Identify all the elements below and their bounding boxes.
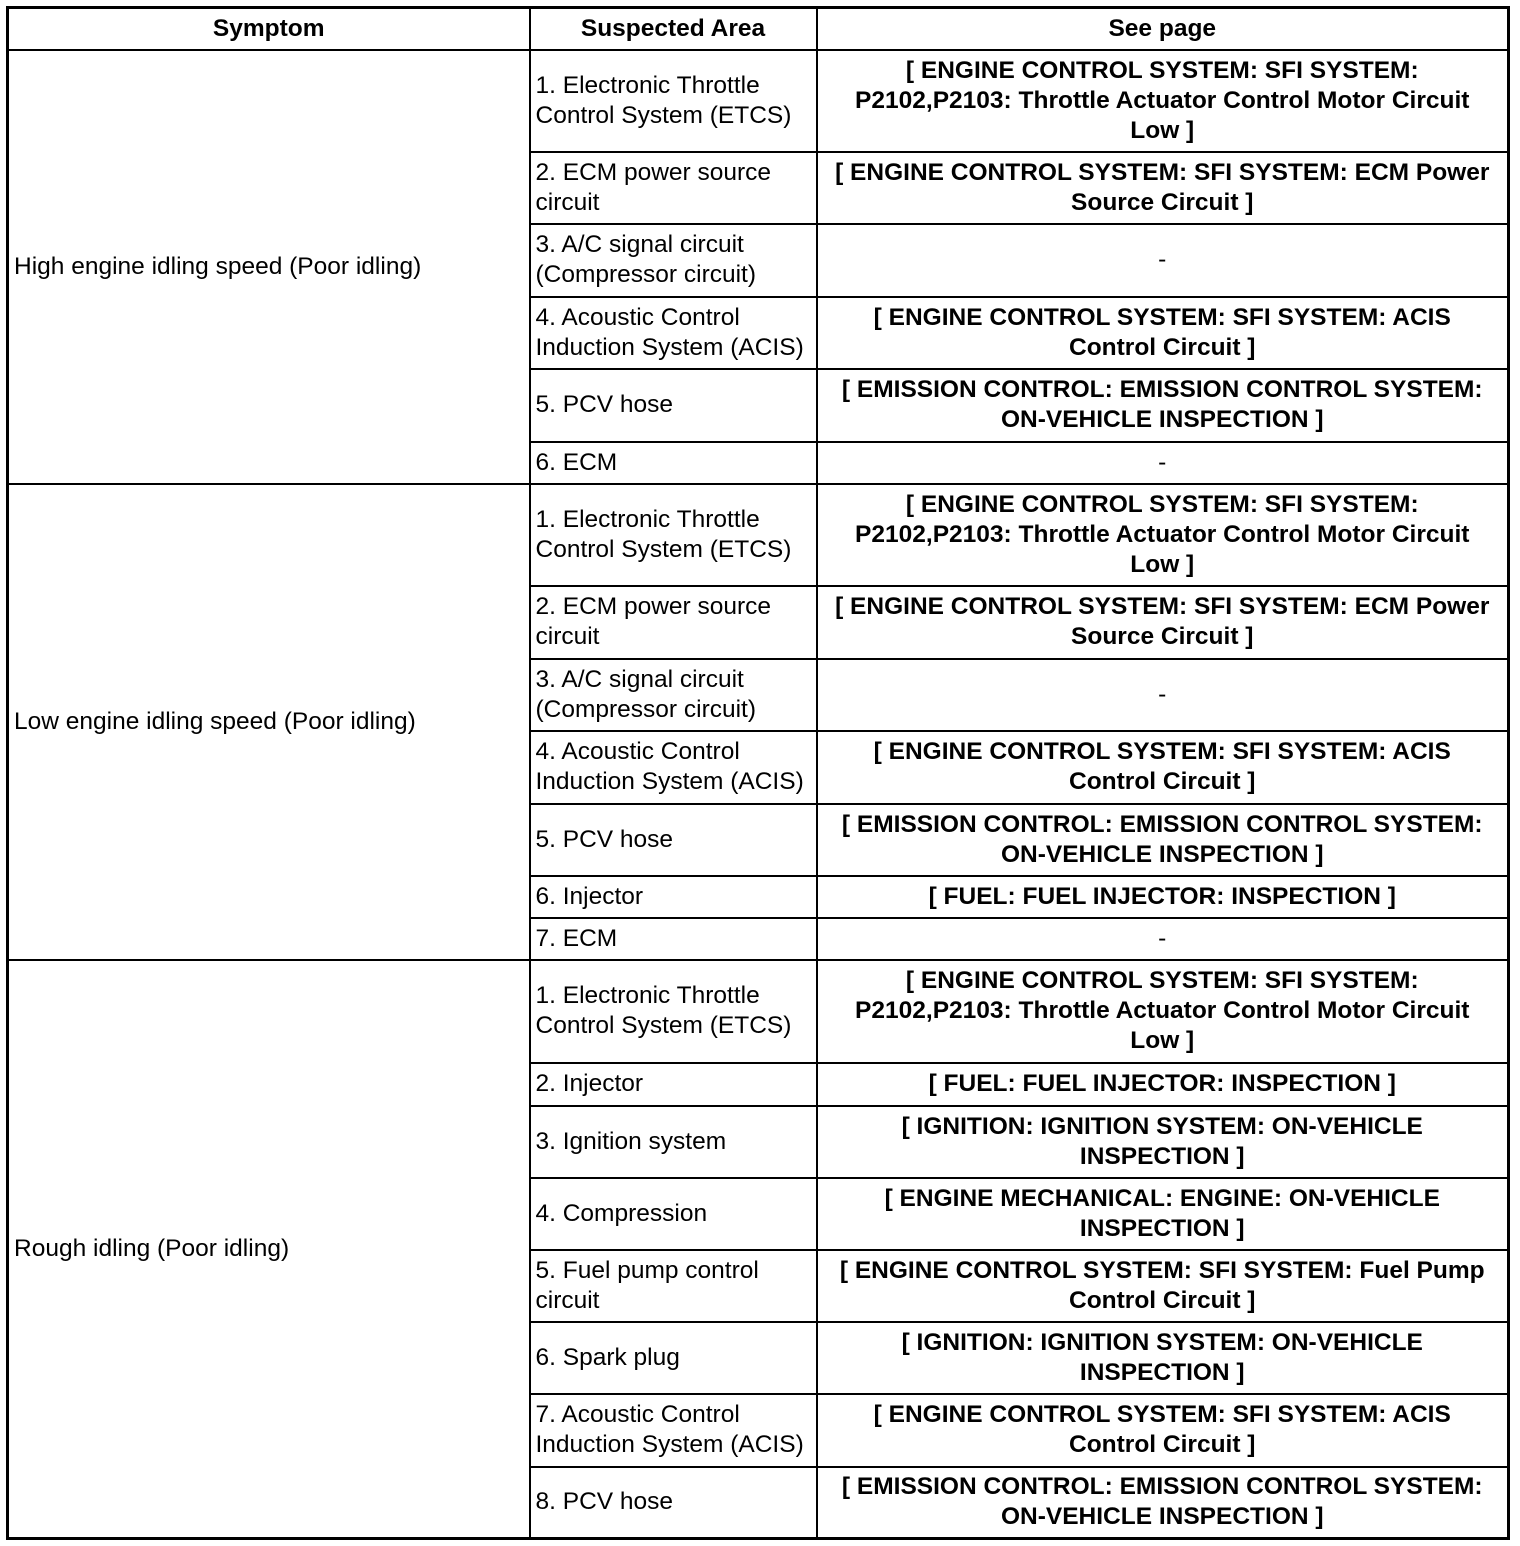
header-symptom: Symptom (8, 8, 530, 50)
symptom-text: Low engine idling speed (Poor idling) (14, 707, 416, 735)
suspected-area-cell (530, 224, 817, 297)
suspected-area-cell (530, 1322, 817, 1394)
suspected-area-cell (530, 1178, 817, 1250)
suspected-area-cell (530, 369, 817, 442)
suspected-area-cell (530, 1063, 817, 1106)
suspected-area-text: 3. A/C signal circuit (Compressor circuit) (535, 231, 757, 288)
suspected-area-cell (530, 1250, 817, 1322)
see-page-link[interactable]: [ EMISSION CONTROL: EMISSION CONTROL SYSTEM: ON-VEHICLE INSPECTION ] (841, 376, 1483, 433)
suspected-area-text: 6. Injector (535, 882, 644, 910)
suspected-area-cell (530, 918, 817, 960)
see-page-cell (817, 1250, 1509, 1322)
symptom-cell (8, 484, 530, 960)
symptom-text: High engine idling speed (Poor idling) (14, 252, 422, 280)
see-page-link[interactable]: [ FUEL: FUEL INJECTOR: INSPECTION ] (928, 1070, 1396, 1097)
suspected-area-text: 2. ECM power source circuit (535, 593, 772, 650)
see-page-link[interactable]: [ ENGINE CONTROL SYSTEM: SFI SYSTEM: ECM Power Source Circuit ] (835, 158, 1490, 216)
symptom-table (6, 6, 1510, 1540)
suspected-area-cell (530, 876, 817, 918)
header-row (8, 8, 1509, 50)
see-page-none: - (1158, 924, 1167, 952)
header-see-page: See page (817, 8, 1509, 50)
suspected-area-cell (530, 484, 817, 586)
see-page-cell (817, 50, 1509, 152)
suspected-area-cell (530, 1106, 817, 1178)
see-page-cell (817, 1106, 1509, 1178)
suspected-area-text: 8. PCV hose (535, 1488, 674, 1516)
see-page-cell (817, 297, 1509, 369)
see-page-cell (817, 960, 1509, 1063)
see-page-link[interactable]: [ ENGINE CONTROL SYSTEM: SFI SYSTEM: P2102,P2103: Throttle Actuator Control Motor Circuit Low ] (855, 490, 1470, 578)
see-page-cell (817, 586, 1509, 659)
suspected-area-text: 4. Compression (535, 1199, 708, 1227)
suspected-area-cell (530, 659, 817, 731)
see-page-link[interactable]: [ ENGINE CONTROL SYSTEM: SFI SYSTEM: Fuel Pump Control Circuit ] (839, 1256, 1485, 1314)
see-page-cell (817, 1467, 1509, 1539)
see-page-link[interactable]: [ ENGINE CONTROL SYSTEM: SFI SYSTEM: ECM Power Source Circuit ] (835, 593, 1490, 650)
suspected-area-text: 1. Electronic Throttle Control System (ETCS) (535, 71, 792, 129)
suspected-area-text: 6. ECM (535, 448, 618, 476)
see-page-link[interactable]: [ EMISSION CONTROL: EMISSION CONTROL SYSTEM: ON-VEHICLE INSPECTION ] (841, 1473, 1483, 1531)
suspected-area-cell (530, 152, 817, 224)
suspected-area-text: 7. ECM (535, 924, 618, 952)
suspected-area-text: 4. Acoustic Control Induction System (ACIS) (535, 303, 804, 361)
see-page-link[interactable]: [ ENGINE CONTROL SYSTEM: SFI SYSTEM: P2102,P2103: Throttle Actuator Control Motor Circuit Low ] (855, 56, 1470, 144)
see-page-cell (817, 484, 1509, 586)
table-row (8, 960, 1509, 1063)
suspected-area-text: 3. A/C signal circuit (Compressor circuit) (535, 665, 757, 723)
see-page-cell (817, 1394, 1509, 1467)
see-page-none: - (1158, 680, 1167, 708)
see-page-link[interactable]: [ ENGINE CONTROL SYSTEM: SFI SYSTEM: ACIS Control Circuit ] (873, 1401, 1451, 1458)
suspected-area-cell (530, 1467, 817, 1539)
symptom-cell (8, 960, 530, 1539)
suspected-area-cell (530, 50, 817, 152)
suspected-area-cell (530, 960, 817, 1063)
suspected-area-cell (530, 586, 817, 659)
suspected-area-text: 1. Electronic Throttle Control System (ETCS) (535, 982, 792, 1039)
symptom-cell (8, 50, 530, 484)
see-page-cell (817, 442, 1509, 484)
suspected-area-text: 5. Fuel pump control circuit (535, 1256, 759, 1314)
suspected-area-text: 3. Ignition system (535, 1127, 727, 1155)
see-page-cell (817, 1178, 1509, 1250)
suspected-area-text: 4. Acoustic Control Induction System (ACIS) (535, 738, 804, 795)
suspected-area-text: 2. Injector (535, 1070, 644, 1097)
table-row (8, 50, 1509, 152)
see-page-none: - (1158, 246, 1167, 273)
see-page-link[interactable]: [ EMISSION CONTROL: EMISSION CONTROL SYSTEM: ON-VEHICLE INSPECTION ] (841, 810, 1483, 868)
suspected-area-text: 5. PCV hose (535, 825, 674, 853)
see-page-link[interactable]: [ FUEL: FUEL INJECTOR: INSPECTION ] (928, 882, 1396, 910)
see-page-cell (817, 731, 1509, 804)
see-page-cell (817, 659, 1509, 731)
suspected-area-cell (530, 804, 817, 876)
symptom-text: Rough idling (Poor idling) (14, 1234, 290, 1262)
suspected-area-text: 6. Spark plug (535, 1343, 680, 1371)
see-page-link[interactable]: [ ENGINE MECHANICAL: ENGINE: ON-VEHICLE INSPECTION ] (884, 1184, 1440, 1242)
see-page-cell (817, 369, 1509, 442)
see-page-none: - (1158, 448, 1167, 476)
suspected-area-text: 1. Electronic Throttle Control System (ETCS) (535, 505, 792, 563)
see-page-cell (817, 224, 1509, 297)
see-page-link[interactable]: [ IGNITION: IGNITION SYSTEM: ON-VEHICLE INSPECTION ] (901, 1112, 1423, 1170)
table-row (8, 484, 1509, 586)
see-page-cell (817, 804, 1509, 876)
suspected-area-cell (530, 1394, 817, 1467)
suspected-area-cell (530, 442, 817, 484)
see-page-link[interactable]: [ IGNITION: IGNITION SYSTEM: ON-VEHICLE INSPECTION ] (901, 1328, 1423, 1386)
see-page-cell (817, 1063, 1509, 1106)
see-page-cell (817, 152, 1509, 224)
suspected-area-cell (530, 297, 817, 369)
suspected-area-text: 2. ECM power source circuit (535, 158, 772, 216)
see-page-link[interactable]: [ ENGINE CONTROL SYSTEM: SFI SYSTEM: ACIS Control Circuit ] (873, 303, 1451, 361)
see-page-cell (817, 1322, 1509, 1394)
suspected-area-text: 5. PCV hose (535, 391, 674, 418)
suspected-area-cell (530, 731, 817, 804)
suspected-area-text: 7. Acoustic Control Induction System (ACIS) (535, 1401, 804, 1458)
see-page-cell (817, 876, 1509, 918)
header-suspected-area: Suspected Area (530, 8, 817, 50)
see-page-link[interactable]: [ ENGINE CONTROL SYSTEM: SFI SYSTEM: P2102,P2103: Throttle Actuator Control Motor Circuit Low ] (855, 967, 1470, 1054)
see-page-link[interactable]: [ ENGINE CONTROL SYSTEM: SFI SYSTEM: ACIS Control Circuit ] (873, 738, 1451, 795)
see-page-cell (817, 918, 1509, 960)
